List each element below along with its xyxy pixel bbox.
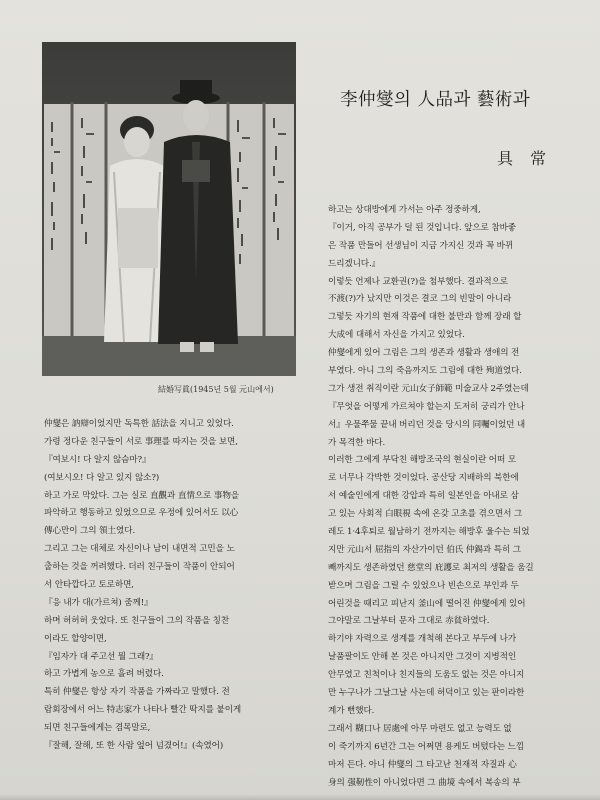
text-line: 람회장에서 어느 特志家가 나타나 빨간 딱지를 붙이게 — [44, 705, 242, 716]
text-line: 서 안타깝다고 토로하면, — [44, 580, 134, 591]
text-line: 빼까지도 생존하였던 慈堂의 庇護로 최저의 생활을 움길 — [328, 562, 534, 573]
text-line: 不渡(?)가 났지만 이것은 결코 그의 빈말이 아니라 — [328, 294, 512, 305]
text-line: 『잘해, 잘해, 또 한 사람 엎어 넘겼어!』(속였어) — [44, 741, 224, 752]
text-line: 은 작품 만들어 선생님이 지금 가지신 것과 꼭 바뀌 — [328, 240, 514, 251]
text-line: 하고 가볍게 농으로 흘려 버렸다. — [44, 669, 164, 680]
text-line: 그렇듯 자기의 현재 작품에 대한 불만과 함께 장래 할 — [328, 312, 522, 323]
text-line: 하며 허허허 웃었다. 또 친구들이 그의 작품을 칭찬 — [44, 615, 230, 626]
text-line: 드리겠니다.』 — [328, 258, 381, 269]
text-line: (여보시오! 다 알고 있지 않소?) — [44, 472, 160, 483]
text-line: 가 목격한 바다. — [328, 437, 386, 448]
text-line: 만 누구나가 그날그날 사는데 허덕이고 있는 판이라한 — [328, 688, 525, 699]
text-line: 로 너무나 각박한 것이었다. 공산당 지배하의 북한에 — [328, 473, 519, 484]
text-line: 하고 가로 막았다. 그는 실로 直觀과 直情으로 事物을 — [44, 490, 240, 501]
text-line: 身의 强靭性이 아니었다면 그 曲境 속에서 복송의 부 — [328, 777, 521, 788]
text-line: 이러한 그에게 부닥친 해방조국의 현실이란 어떠 모 — [328, 455, 517, 466]
wedding-photo — [42, 42, 296, 376]
text-line: 계가 뻔했다. — [328, 705, 375, 716]
text-line: 날품팔이도 안해 본 것은 아니지만 그것이 지병적인 — [328, 652, 517, 663]
text-line: 그야말로 그날부터 문자 그대로 赤貧하였다. — [328, 616, 490, 627]
text-line: 『이거, 아직 공부가 덜 된 것입니다. 앞으로 참바좋 — [328, 222, 517, 233]
right-text-column — [328, 202, 590, 792]
text-line: 가령 정다운 친구들이 서로 事理를 따지는 것을 보면, — [44, 436, 238, 447]
text-line: 仲燮에게 있어 그림은 그의 생존과 생활과 생애의 전 — [328, 348, 520, 359]
text-line: 傳心만이 그의 領土였다. — [44, 526, 136, 537]
text-line: 특히 仲燮은 항상 자기 작품을 가짜라고 말했다. 전 — [44, 687, 230, 698]
text-line: 그리고 그는 대체로 자신이나 남이 내면적 고민을 노 — [44, 544, 235, 555]
text-line: 『여보시! 다 알지 않슴마?』 — [44, 454, 151, 465]
text-line: 이 죽기까지 6년간 그는 어쩌면 용케도 버텼다는 느낌 — [328, 741, 525, 752]
text-line: 지만 元山서 屈指의 자산가이던 伯氏 仲錫과 특히 그 — [328, 544, 521, 555]
photo-caption: 結婚写眞(1945년 5월 元山에서) — [158, 385, 274, 394]
text-line: 이라도 할양이면, — [44, 633, 107, 644]
text-line: 안무였고 친척이나 친지들의 도움도 없는 것은 아니지 — [328, 670, 525, 681]
text-line: 서』우물쭈물 끝내 버리던 것을 당시의 同囑이었던 내 — [328, 419, 526, 430]
text-line: 출하는 것을 꺼려했다. 더러 친구들이 작품이 안되어 — [44, 562, 235, 573]
text-line: 이렇듯 언제나 교환권(?)을 첨부했다. 결과적으로 — [328, 276, 509, 287]
text-line: 마저 든다. 아니 仲燮의 그 타고난 천재적 자질과 心 — [328, 759, 517, 770]
text-line: 되면 친구들에게는 겸목말로, — [44, 723, 151, 734]
text-line: 『임자가 대 주고선 뭘 그래?』 — [44, 651, 159, 662]
article-author: 具 常 — [497, 149, 553, 168]
text-line: 하기야 자력으로 생계를 개척해 본다고 부두에 나가 — [328, 634, 517, 645]
left-text-column — [44, 416, 306, 756]
text-line: 어린것을 때리고 피난지 釜山에 떨어진 仲燮에게 있어 — [328, 598, 526, 609]
text-line: 大成에 대해서 자신을 가지고 있었다. — [328, 330, 465, 341]
article-title: 李仲燮의 人品과 藝術과 — [340, 90, 531, 110]
text-line: 서 예술인에게 대한 강압과 특히 일본인을 아내로 삼 — [328, 491, 519, 502]
text-line: 부였다. 아니 그의 죽음까지도 그림에 대한 殉道였다. — [328, 366, 522, 377]
text-line: 『무엇을 어떻게 가르쳐야 할는지 도저히 궁리가 안나 — [328, 401, 525, 412]
text-line: 레도 1·4후퇴로 월남하기 전까지는 해방후 울수는 되었 — [328, 527, 530, 538]
text-line: 『응 내가 대(가르쳐) 줌께!』 — [44, 597, 153, 608]
page-edge-shadow — [0, 794, 600, 800]
text-line: 仲燮은 訥辯이었지만 독특한 話法을 지니고 있었다. — [44, 419, 234, 429]
text-line: 고 있는 사회적 白眼視 속에 온갖 고초를 겪으면서 그 — [328, 509, 523, 520]
text-line: 하고는 상대방에게 가서는 아주 정중하게, — [328, 205, 481, 215]
text-line: 그래서 糊口나 居處에 아무 마련도 없고 능력도 없 — [328, 723, 512, 734]
text-line: 파악하고 행동하고 있었으므로 우정에 있어서도 以心 — [44, 508, 239, 519]
text-line: 받으며 그림을 그릴 수 있었으나 빈손으로 부인과 두 — [328, 580, 519, 591]
text-line: 그가 생전 취직이란 元山女子師範 미술교사 2주였는데 — [328, 383, 529, 394]
